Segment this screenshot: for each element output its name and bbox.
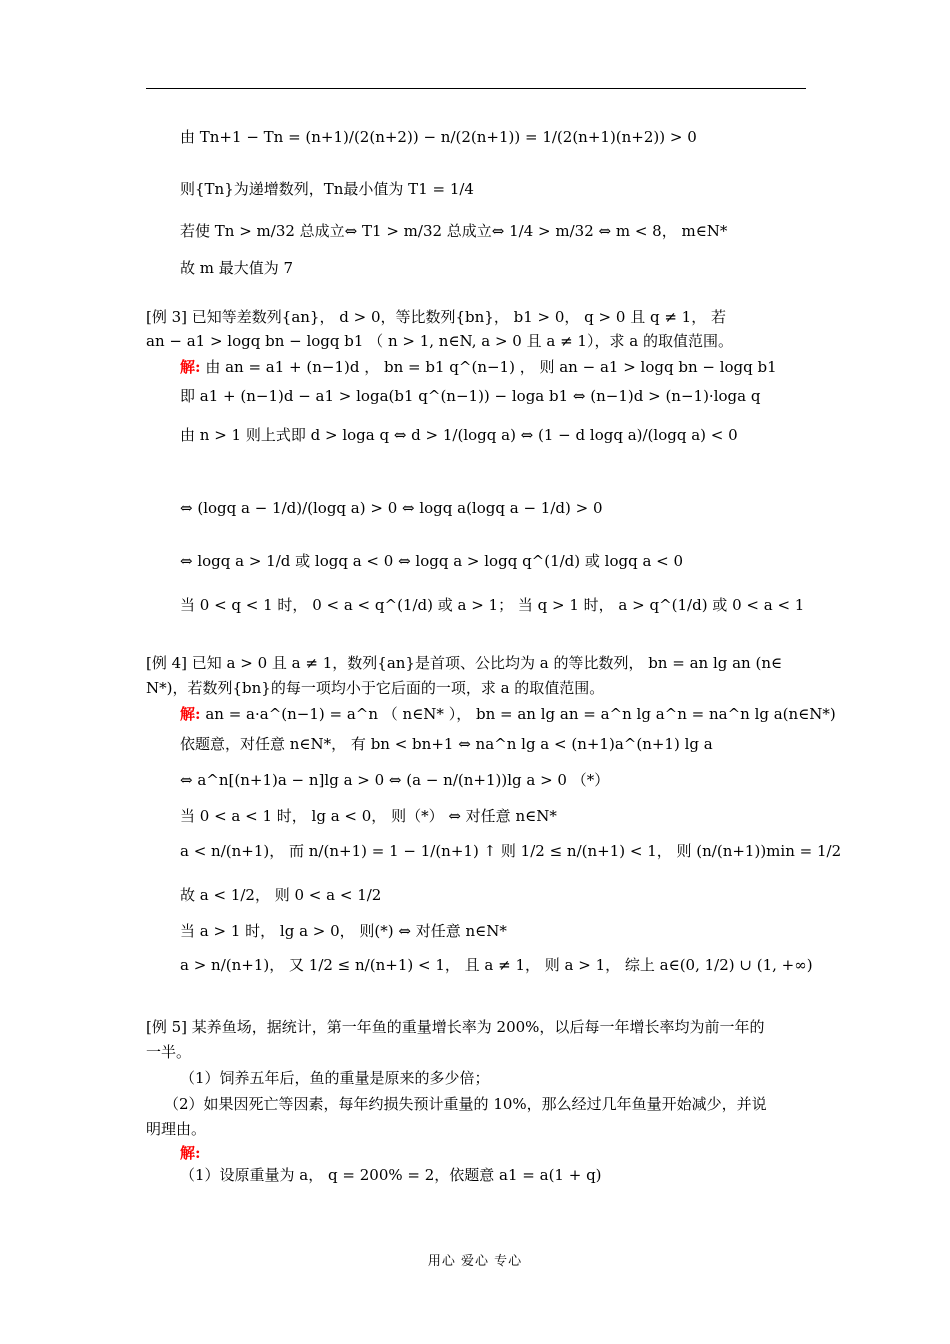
text-line: ⇔ (logq a − 1/d)/(logq a) > 0 ⇔ logq a(logq a − 1/d) > 0 (180, 499, 603, 517)
text-line: 当 0 < a < 1 时， lg a < 0， 则（*） ⇔ 对任意 n∈N* (180, 807, 557, 825)
solution-label: 解: (180, 358, 201, 376)
text-line: a > n/(n+1)， 又 1/2 ≤ n/(n+1) < 1， 且 a ≠ 1， 则 a > 1， 综上 a∈(0, 1/2) ∪ (1, +∞) (180, 956, 813, 974)
text-line: 由 n > 1 则上式即 d > loga q ⇔ d > 1/(logq a) ⇔ (1 − d logq a)/(logq a) < 0 (180, 426, 738, 444)
text-line: ⇔ logq a > 1/d 或 logq a < 0 ⇔ logq a > logq q^(1/d) 或 logq a < 0 (180, 552, 684, 570)
text-line: 由 an = a1 + (n−1)d ， bn = b1 q^(n−1) ， 则 an − a1 > logq bn − logq b1 (205, 358, 777, 376)
text-line: （1）饲养五年后，鱼的重量是原来的多少倍； (180, 1069, 490, 1087)
text-line: 故 m 最大值为 7 (180, 259, 294, 277)
text-line: 即 a1 + (n−1)d − a1 > loga(b1 q^(n−1)) − loga b1 ⇔ (n−1)d > (n−1)·loga q (180, 387, 761, 405)
solution-line (180, 703, 836, 725)
page-footer: 用心 爱心 专心 (427, 1254, 523, 1269)
text-line: （1）设原重量为 a， q = 200% = 2，依题意 a1 = a(1 + q) (180, 1166, 602, 1184)
solution-label: 解: (180, 1144, 201, 1162)
text-line: 若使 Tn > m/32 总成立⇔ T1 > m/32 总成立⇔ 1/4 > m/32 ⇔ m < 8， m∈N* (180, 222, 728, 240)
text-line: 则{Tn}为递增数列，Tn最小值为 T1 = 1/4 (180, 180, 474, 198)
text-line: 明理由。 (146, 1120, 207, 1138)
text-line: 由 Tn+1 − Tn = (n+1)/(2(n+2)) − n/(2(n+1)) = 1/(2(n+1)(n+2)) > 0 (180, 128, 697, 146)
header-rule (146, 88, 806, 89)
text-line: 依题意，对任意 n∈N*， 有 bn < bn+1 ⇔ na^n lg a < (n+1)a^(n+1) lg a (180, 735, 713, 753)
text-line: 当 a > 1 时， lg a > 0， 则(*) ⇔ 对任意 n∈N* (180, 922, 507, 940)
text-line: 当 0 < q < 1 时， 0 < a < q^(1/d) 或 a > 1； 当 q > 1 时， a > q^(1/d) 或 0 < a < 1 (180, 596, 805, 614)
example-3-heading: [例 3] 已知等差数列{an}， d > 0，等比数列{bn}， b1 > 0， q > 0 且 q ≠ 1， 若 (146, 308, 726, 326)
text-line: an = a·a^(n−1) = a^n （ n∈N* ）， bn = an lg an = a^n lg a^n = na^n lg a(n∈N*) (205, 705, 836, 723)
example-4-heading: [例 4] 已知 a > 0 且 a ≠ 1，数列{an}是首项、公比均为 a 的等比数列， bn = an lg an (n∈ (146, 654, 783, 672)
text-line: N*)，若数列{bn}的每一项均小于它后面的一项，求 a 的取值范围。 (146, 679, 605, 697)
solution-label: 解: (180, 705, 201, 723)
example-5-heading: [例 5] 某养鱼场，据统计，第一年鱼的重量增长率为 200%，以后每一年增长率均为前一年的 (146, 1018, 765, 1036)
text-line: an − a1 > logq bn − logq b1 （ n > 1, n∈N, a > 0 且 a ≠ 1），求 a 的取值范围。 (146, 332, 733, 350)
text-line: （2）如果因死亡等因素，每年约损失预计重量的 10%，那么经过几年鱼量开始减少，并说 (164, 1095, 767, 1113)
solution-line (180, 356, 777, 378)
text-line: 一半。 (146, 1043, 192, 1061)
text-line: ⇔ a^n[(n+1)a − n]lg a > 0 ⇔ (a − n/(n+1))lg a > 0 （*） (180, 771, 610, 789)
text-line: 故 a < 1/2， 则 0 < a < 1/2 (180, 886, 382, 904)
text-line: a < n/(n+1)， 而 n/(n+1) = 1 − 1/(n+1) ↑ 则 1/2 ≤ n/(n+1) < 1， 则 (n/(n+1))min = 1/2 (180, 842, 842, 860)
